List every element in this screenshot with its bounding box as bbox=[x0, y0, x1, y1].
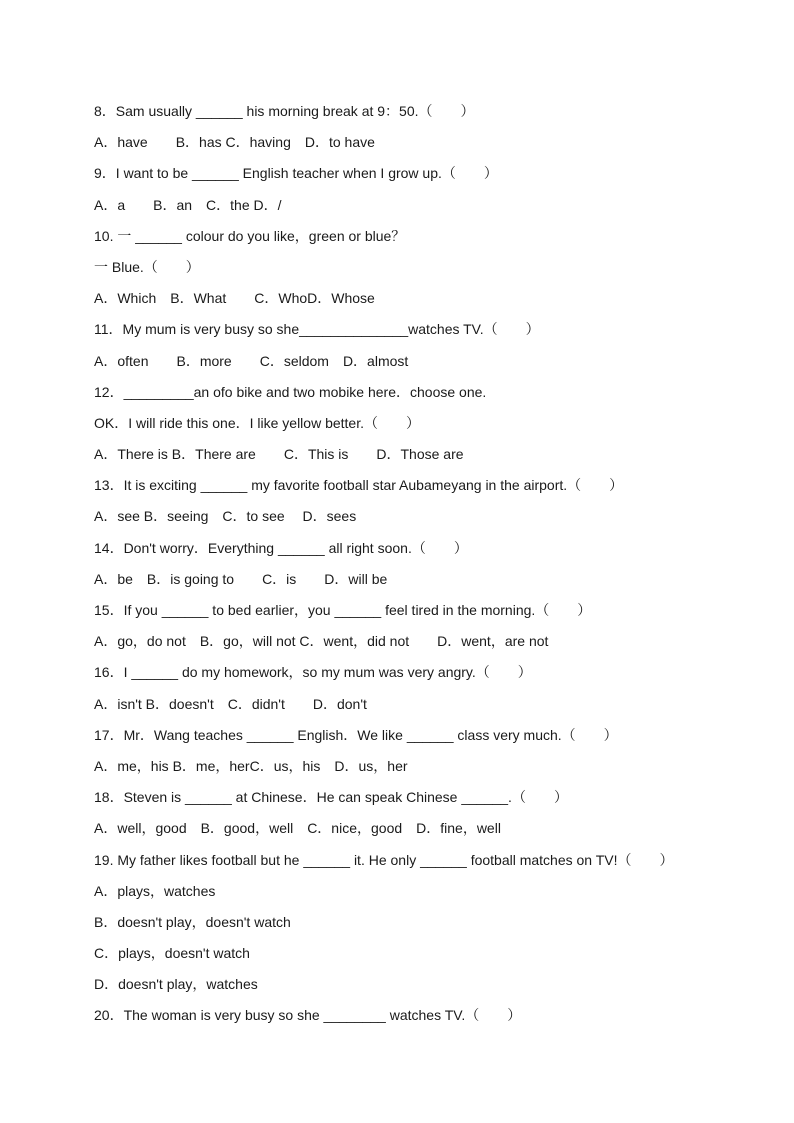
question-18-options: A．well，good B．good，well C．nice，good D．fine，well bbox=[94, 820, 501, 837]
question-12: 12．_________an ofo bike and two mobike here．choose one. bbox=[94, 383, 487, 400]
question-14-options: A．be B．is going to C．is D．will be bbox=[94, 570, 388, 587]
question-10: 10. 一 ______ colour do you like，green or blue？ bbox=[94, 227, 406, 244]
question-8: 8．Sam usually ______ his morning break at 9：50.（ ） bbox=[94, 103, 475, 119]
question-18: 18．Steven is ______ at Chinese．He can speak Chinese ______.（ ） bbox=[94, 789, 568, 806]
question-10-options: A．Which B．What C．WhoD．Whose bbox=[94, 290, 375, 307]
question-20: 20．The woman is very busy so she ________ watches TV.（ ） bbox=[94, 1007, 522, 1024]
question-12-reply: OK．I will ride this one．I like yellow better.（ ） bbox=[94, 414, 420, 431]
question-14: 14．Don't worry．Everything ______ all right soon.（ ） bbox=[94, 539, 468, 556]
question-17: 17．Mr．Wang teaches ______ English．We like ______ class very much.（ ） bbox=[94, 726, 618, 743]
question-9-options: A．a B．an C．the D．/ bbox=[94, 196, 282, 213]
question-9: 9．I want to be ______ English teacher when I grow up.（ ） bbox=[94, 165, 498, 182]
question-15-options: A．go，do not B．go，will not C．went，did not D．went，are not bbox=[94, 633, 549, 650]
question-11: 11．My mum is very busy so she______________watches TV.（ ） bbox=[94, 321, 540, 338]
question-list bbox=[94, 99, 734, 1035]
question-19-option-b: B．doesn't play，doesn't watch bbox=[94, 913, 291, 930]
question-12-options: A．There is B．There are C．This is D．Those are bbox=[94, 446, 464, 463]
question-11-options: A．often B．more C．seldom D．almost bbox=[94, 352, 409, 369]
question-13: 13．It is exciting ______ my favorite football star Aubameyang in the airport.（ ） bbox=[94, 477, 624, 494]
question-19-option-d: D．doesn't play，watches bbox=[94, 976, 258, 993]
question-10-answer: 一 Blue.（ ） bbox=[94, 258, 200, 275]
question-19: 19. My father likes football but he ______ it. He only ______ football matches on TV!（ ） bbox=[94, 851, 674, 868]
question-16-options: A．isn't B．doesn't C．didn't D．don't bbox=[94, 695, 367, 712]
question-17-options: A．me，his B．me，herC．us，his D．us，her bbox=[94, 757, 408, 774]
question-13-options: A．see B．seeing C．to see D．sees bbox=[94, 508, 357, 525]
question-15: 15．If you ______ to bed earlier，you ______ feel tired in the morning.（ ） bbox=[94, 602, 592, 618]
question-8-options: A．have B．has C．having D．to have bbox=[94, 134, 375, 151]
question-19-option-c: C．plays，doesn't watch bbox=[94, 945, 250, 962]
question-16: 16．I ______ do my homework，so my mum was very angry.（ ） bbox=[94, 664, 532, 681]
question-19-option-a: A．plays，watches bbox=[94, 882, 216, 899]
